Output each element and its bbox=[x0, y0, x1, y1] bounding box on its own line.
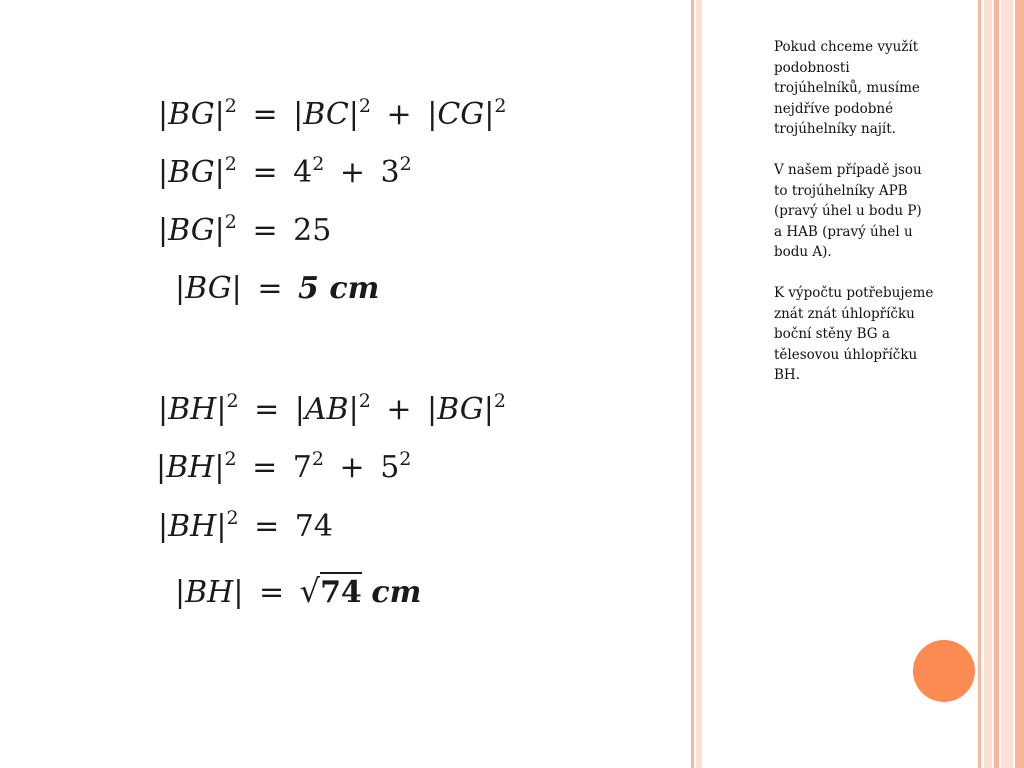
stripe-right-3 bbox=[994, 0, 999, 768]
side-note-1: Pokud chceme využít podobnosti trojúhelníků, musíme nejdříve podobné trojúhelníky najít. bbox=[774, 39, 920, 137]
stripe-left-1 bbox=[691, 0, 694, 768]
stripe-right-5 bbox=[1015, 0, 1024, 768]
equation-bh-3: $|BH|^2 = 74$ bbox=[158, 507, 333, 544]
equation-bh-2: $|BH|^2 = 7^2 + 5^2$ bbox=[156, 448, 412, 485]
side-note-3: K výpočtu potřebujeme znát znát úhlopříčku boční stěny BG a tělesovou úhlopříčku BH. bbox=[774, 285, 934, 383]
square-root: √74 bbox=[299, 572, 362, 610]
equation-bg-result: |BG| = 5 cm bbox=[175, 271, 380, 306]
equation-bh-1: $|BH|^2 = |AB|^2 + |BG|^2$ bbox=[158, 390, 506, 427]
side-note-2: V našem případě jsou to trojúhelníky APB (pravý úhel u bodu P) a HAB (pravý úhel u bodu A). bbox=[774, 162, 922, 260]
equation-bg-1: $|BG|^2 = |BC|^2 + |CG|^2$ bbox=[158, 95, 507, 132]
stripe-right-1 bbox=[978, 0, 981, 768]
decorative-circle bbox=[913, 640, 975, 702]
equation-bg-2: $|BG|^2 = 4^2 + 3^2$ bbox=[158, 153, 412, 190]
side-notes bbox=[774, 37, 934, 406]
stripe-left-2 bbox=[696, 0, 702, 768]
stripe-right-2 bbox=[984, 0, 992, 768]
stripe-right-4 bbox=[1001, 0, 1013, 768]
equation-bh-result: |BH| = √74 cm bbox=[175, 572, 422, 610]
equation-bg-3: $|BG|^2 = 25$ bbox=[158, 211, 332, 248]
